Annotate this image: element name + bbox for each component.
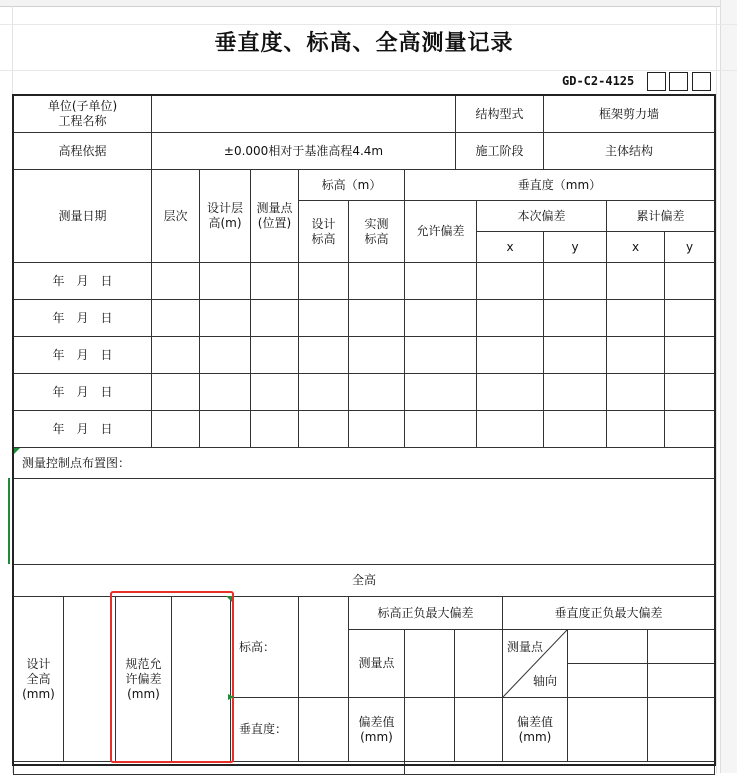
data-cell[interactable]: [298, 299, 349, 337]
data-cell[interactable]: [543, 373, 607, 411]
data-cell[interactable]: [476, 410, 544, 448]
floor-header: 层次: [151, 169, 200, 263]
vert-deviation-cell-1[interactable]: [567, 697, 648, 762]
data-cell[interactable]: [543, 336, 607, 374]
control-point-layout-label: 测量控制点布置图：: [13, 447, 152, 479]
data-cell[interactable]: [151, 373, 200, 411]
elevation-max-deviation-header: 标高正负最大偏差: [348, 596, 503, 630]
code-box-1[interactable]: [647, 72, 666, 91]
data-cell[interactable]: [543, 299, 607, 337]
data-cell[interactable]: [151, 410, 200, 448]
control-point-layout-area[interactable]: [13, 478, 715, 565]
vert-point-cell-1[interactable]: [567, 629, 648, 664]
verticality-label: 垂直度：: [230, 697, 299, 762]
gridline: [0, 24, 737, 25]
data-cell[interactable]: [250, 336, 299, 374]
data-cell[interactable]: [151, 299, 200, 337]
current-x-header: x: [476, 231, 544, 263]
elevation-value[interactable]: [298, 596, 349, 698]
data-cell[interactable]: [606, 336, 665, 374]
design-total-height-label: 设计 全高 (mm): [13, 596, 64, 762]
data-cell[interactable]: [606, 262, 665, 300]
data-cell[interactable]: [348, 336, 405, 374]
data-cell[interactable]: [199, 410, 251, 448]
allowable-deviation-header: 允许偏差: [404, 200, 477, 263]
document-title: 垂直度、标高、全高测量记录: [214, 31, 514, 56]
data-cell[interactable]: [606, 410, 665, 448]
data-cell[interactable]: [543, 410, 607, 448]
data-cell[interactable]: [250, 262, 299, 300]
form-code: GD-C2-4125: [562, 74, 635, 88]
elevation-basis-value[interactable]: ±0.000相对于基准高程4.4m: [151, 132, 456, 170]
verticality-max-deviation-header: 垂直度正负最大偏差: [502, 596, 715, 630]
date-cell: 年 月 日: [13, 373, 152, 411]
structure-type-label: 结构型式: [455, 95, 544, 133]
data-cell[interactable]: [250, 410, 299, 448]
data-cell[interactable]: [348, 410, 405, 448]
data-cell[interactable]: [404, 299, 477, 337]
data-cell[interactable]: [151, 262, 200, 300]
selection-highlight-frame: [110, 591, 234, 763]
elevation-point-cell-1[interactable]: [404, 629, 455, 698]
vert-axis-cell-1[interactable]: [567, 663, 648, 698]
verticality-group-header: 垂直度（mm）: [404, 169, 715, 201]
vert-deviation-value-label: 偏差值 (mm): [502, 697, 568, 762]
current-deviation-header: 本次偏差: [476, 200, 607, 232]
design-elevation-header: 设计 标高: [298, 200, 349, 263]
construction-stage-label: 施工阶段: [455, 132, 544, 170]
data-cell[interactable]: [404, 336, 477, 374]
data-cell[interactable]: [664, 262, 715, 300]
green-row-marker: [8, 478, 10, 564]
data-cell[interactable]: [606, 373, 665, 411]
data-cell[interactable]: [348, 262, 405, 300]
green-comment-marker: [226, 596, 234, 604]
vert-point-cell-2[interactable]: [647, 629, 715, 664]
vert-axis-cell-2[interactable]: [647, 663, 715, 698]
data-cell[interactable]: [298, 336, 349, 374]
data-cell[interactable]: [404, 373, 477, 411]
gridline: [0, 70, 737, 71]
data-cell[interactable]: [199, 262, 251, 300]
elevation-deviation-cell-2[interactable]: [454, 697, 503, 762]
measure-point-header: 测量点 (位置): [250, 169, 299, 263]
elevation-deviation-value-label: 偏差值 (mm): [348, 697, 405, 762]
design-total-height-value[interactable]: [63, 596, 116, 762]
elevation-point-cell-2[interactable]: [454, 629, 503, 698]
elevation-basis-label: 高程依据: [13, 132, 152, 170]
construction-stage-value[interactable]: 主体结构: [543, 132, 715, 170]
data-cell[interactable]: [664, 410, 715, 448]
data-cell[interactable]: [199, 299, 251, 337]
spec-allowable-deviation-label: 规范允 许偏差 (mm): [115, 596, 172, 762]
data-cell[interactable]: [250, 373, 299, 411]
data-cell[interactable]: [199, 373, 251, 411]
code-box-3[interactable]: [692, 72, 711, 91]
data-cell[interactable]: [476, 336, 544, 374]
data-cell[interactable]: [476, 373, 544, 411]
cumulative-y-header: y: [664, 231, 715, 263]
elevation-label: 标高：: [230, 596, 299, 698]
data-cell[interactable]: [543, 262, 607, 300]
unit-name-value[interactable]: [151, 95, 456, 133]
actual-elevation-header: 实测 标高: [348, 200, 405, 263]
data-cell[interactable]: [151, 336, 200, 374]
cumulative-x-header: x: [606, 231, 665, 263]
verticality-value[interactable]: [298, 697, 349, 762]
data-cell[interactable]: [298, 262, 349, 300]
cumulative-deviation-header: 累计偏差: [606, 200, 715, 232]
gridline: [716, 6, 717, 773]
spreadsheet-column-header: [0, 0, 737, 7]
control-point-layout-header-cell[interactable]: [151, 447, 715, 479]
current-y-header: y: [543, 231, 607, 263]
data-cell[interactable]: [348, 299, 405, 337]
full-height-title: 全高: [13, 564, 715, 597]
data-cell[interactable]: [250, 299, 299, 337]
elevation-measure-point-label: 测量点: [348, 629, 405, 698]
data-cell[interactable]: [606, 299, 665, 337]
diagonal-axis-label: 轴向: [533, 674, 558, 688]
date-cell: 年 月 日: [13, 336, 152, 374]
design-floor-height-header: 设计层 高(m): [199, 169, 251, 263]
data-cell[interactable]: [298, 373, 349, 411]
data-cell[interactable]: [404, 262, 477, 300]
data-cell[interactable]: [199, 336, 251, 374]
vertical-scrollbar[interactable]: [720, 0, 737, 773]
data-cell[interactable]: [298, 410, 349, 448]
date-cell: 年 月 日: [13, 299, 152, 337]
elevation-group-header: 标高（m）: [298, 169, 405, 201]
data-cell[interactable]: [664, 336, 715, 374]
data-cell[interactable]: [664, 373, 715, 411]
elevation-deviation-cell-1[interactable]: [404, 697, 455, 762]
vert-deviation-cell-2[interactable]: [647, 697, 715, 762]
data-cell[interactable]: [664, 299, 715, 337]
unit-name-label: 单位(子单位) 工程名称: [13, 95, 152, 133]
green-comment-marker: [228, 694, 236, 702]
data-cell[interactable]: [348, 373, 405, 411]
structure-type-value[interactable]: 框架剪力墙: [543, 95, 715, 133]
diagonal-point-label: 测量点: [507, 640, 544, 654]
date-cell: 年 月 日: [13, 410, 152, 448]
point-axis-diagonal-cell: [502, 629, 568, 698]
measure-date-header: 测量日期: [13, 169, 152, 263]
data-cell[interactable]: [476, 262, 544, 300]
green-comment-marker: [14, 448, 22, 456]
data-cell[interactable]: [476, 299, 544, 337]
date-cell: 年 月 日: [13, 262, 152, 300]
data-cell[interactable]: [404, 410, 477, 448]
code-box-2[interactable]: [669, 72, 688, 91]
